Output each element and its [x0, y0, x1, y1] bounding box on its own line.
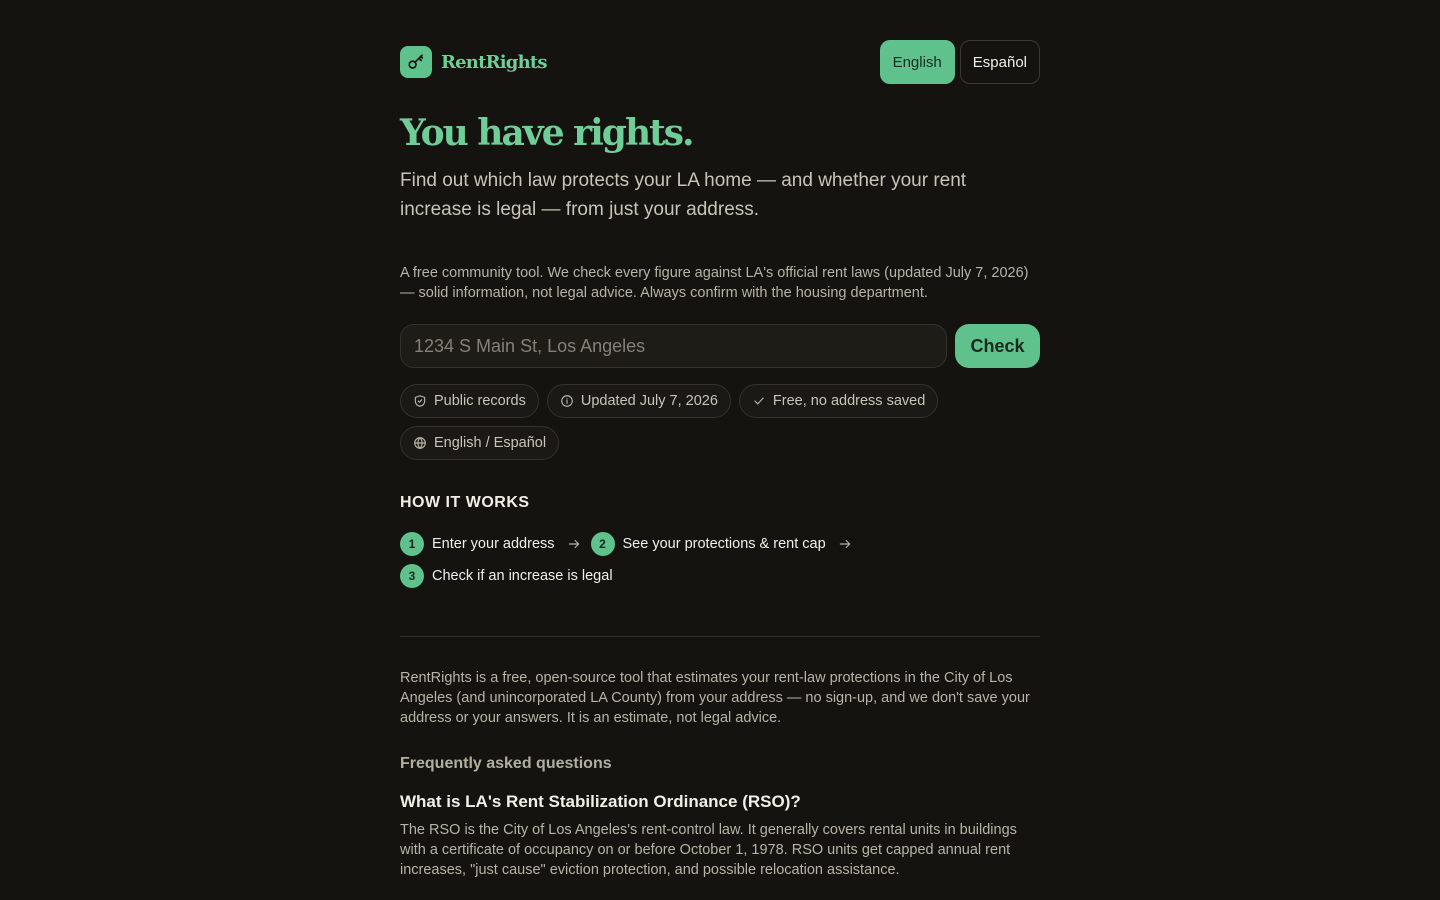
step-label: See your protections & rent cap [622, 536, 826, 552]
check-button[interactable]: Check [955, 324, 1040, 368]
site-header [400, 40, 1040, 84]
badge-languages [400, 426, 559, 460]
step-1 [400, 532, 555, 556]
step-number: 3 [400, 564, 424, 588]
how-it-works-title: HOW IT WORKS [400, 494, 530, 511]
faq-answer: The RSO is the City of Los Angeles's rent-control law. It generally covers rental units in buildings with a certificate of occupancy on or before October 1, 1978. RSO units get capped annual rent increases, "just cause" eviction protection, and possible relocation assistance. [400, 822, 1017, 878]
checkmark-icon [752, 394, 766, 408]
page-title: You have rights. [400, 112, 693, 154]
step-label: Check if an increase is legal [432, 568, 613, 584]
about-text: RentRights is a free, open-source tool that estimates your rent-law protections in the City of Los Angeles (and unincorporated LA County) from your address — no sign-up, and we don't save your address or your answers. It is an estimate, not legal advice. [400, 670, 1030, 726]
step-label: Enter your address [432, 536, 555, 552]
badge-label: English / Español [434, 435, 547, 451]
trust-badges [400, 384, 1040, 460]
steps-row [400, 532, 1040, 556]
brand-name: RentRights [441, 51, 547, 73]
hero-subtitle: Find out which law protects your LA home — and whether your rent increase is legal — from just your address. [400, 170, 967, 220]
address-search [400, 324, 1040, 368]
globe-icon [413, 436, 427, 450]
language-spanish-button[interactable]: Español [960, 40, 1040, 84]
badge-label: Free, no address saved [772, 393, 926, 409]
badge-label: Public records [434, 393, 526, 409]
step-2 [591, 532, 826, 556]
address-input[interactable] [400, 324, 947, 368]
faq-question[interactable]: What is LA's Rent Stabilization Ordinance (RSO)? [400, 792, 801, 811]
arrow-right-icon [567, 537, 581, 551]
step-number: 1 [400, 532, 424, 556]
language-english-button[interactable]: English [880, 40, 955, 84]
badge-updated [547, 384, 731, 418]
section-divider [400, 636, 1040, 637]
shield-check-icon [413, 394, 427, 408]
arrow-right-icon [838, 537, 852, 551]
badge-label: Updated July 7, 2026 [580, 393, 718, 409]
language-switcher [880, 40, 1040, 84]
brand-logo[interactable] [400, 46, 547, 78]
faq-heading: Frequently asked questions [400, 755, 612, 772]
disclaimer-text: A free community tool. We check every figure against LA's official rent laws (updated July 7, 2026) — solid information, not legal advice. Always confirm with the housing department. [400, 265, 1029, 301]
badge-free [739, 384, 938, 418]
how-it-works-steps [400, 532, 1040, 596]
key-icon [400, 46, 432, 78]
steps-row [400, 564, 1040, 588]
step-number: 2 [591, 532, 615, 556]
info-icon [560, 394, 574, 408]
step-3 [400, 564, 613, 588]
badge-public-records [400, 384, 539, 418]
